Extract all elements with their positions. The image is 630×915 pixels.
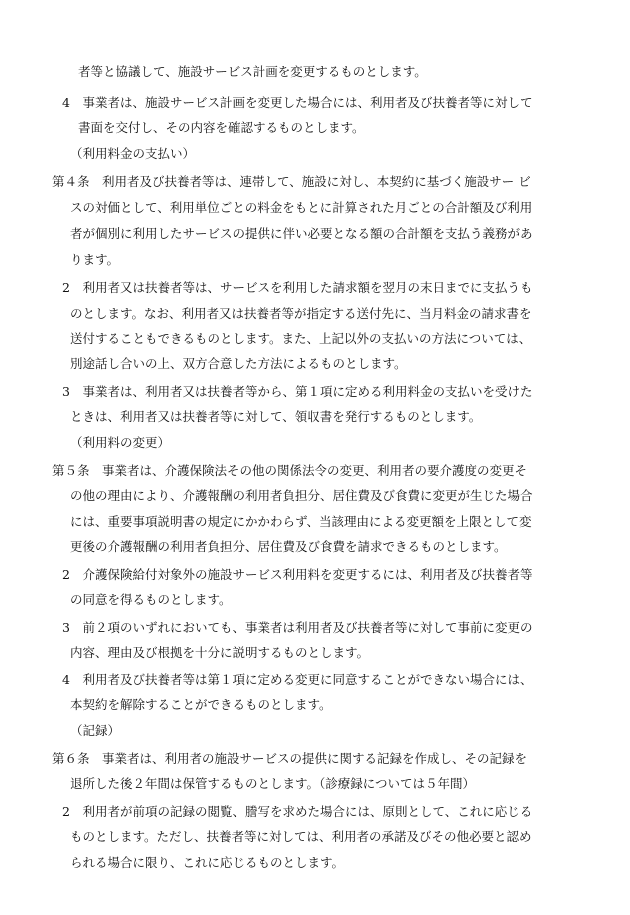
text-line-content: 2 利用者又は扶養者等は、サービスを利用した請求額を翌月の末日までに支払うも <box>62 280 533 295</box>
section-heading-text: （利用料金の支払い） <box>70 146 196 161</box>
text-line-content: られる場合に限り、これに応じるものとします。 <box>70 855 345 870</box>
section-heading-text: （利用料の変更） <box>70 435 171 450</box>
text-line-content: 4 事業者は、施設サービス計画を変更した場合には、利用者及び扶養者等に対して <box>62 95 533 110</box>
text-line-content: には、重要事項説明書の規定にかかわらず、当該理由による変更額を上限として変 <box>70 514 532 529</box>
text-line-content: 2 利用者が前項の記録の閲覧、謄写を求めた場合には、原則として、これに応じる <box>62 804 533 819</box>
text-line-content: 内容、理由及び根拠を十分に説明するものとします。 <box>70 645 370 660</box>
text-line-content: ときは、利用者又は扶養者等に対して、領収書を発行するものとします。 <box>70 409 482 424</box>
text-line-content: ものとします。ただし、扶養者等に対しては、利用者の承諾及びその他必要と認め <box>70 829 532 844</box>
text-line-content: 更後の介護報酬の利用者負担分、居住費及び食費を請求できるものとします。 <box>70 539 507 554</box>
text-line-content: 別途話し合いの上、双方合意した方法によるものとします。 <box>70 356 407 371</box>
text-line-content: の同意を得るものとします。 <box>70 592 232 607</box>
text-line-content: 3 事業者は、利用者又は扶養者等から、第１項に定める利用料金の支払いを受けた <box>62 384 533 399</box>
text-line-content: 者等と協議して、施設サービス計画を変更するものとします。 <box>78 64 427 79</box>
text-line-content: 第５条 事業者は、介護保険法その他の関係法令の変更、利用者の要介護度の変更そ <box>52 463 528 478</box>
text-line-content: 3 前２項のいずれにおいても、事業者は利用者及び扶養者等に対して事前に変更の <box>62 620 533 635</box>
text-line-content: 者が個別に利用したサービスの提供に伴い必要となる額の合計額を支払う義務があ <box>70 226 533 241</box>
text-line-content: の他の理由により、介護報酬の利用者負担分、居住費及び食費に変更が生じた場合 <box>70 488 533 503</box>
text-line-content: 4 利用者及び扶養者等は第１項に定める変更に同意することができない場合には、 <box>62 672 533 687</box>
text-line-content: 送付することもできるものとします。また、上記以外の支払いの方法については、 <box>70 331 532 346</box>
text-line-content: ります。 <box>70 252 120 267</box>
text-line-content: 本契約を解除することができるものとします。 <box>70 697 332 712</box>
text-line-content: のとします。なお、利用者又は扶養者等が指定する送付先に、当月料金の請求書を <box>70 306 532 321</box>
section-heading-text: （記録） <box>70 723 121 738</box>
text-line-content: 第６条 事業者は、利用者の施設サービスの提供に関する記録を作成し、その記録を <box>52 751 528 766</box>
text-line-content: 2 介護保険給付対象外の施設サービス利用料を変更するには、利用者及び扶養者等 <box>62 567 533 582</box>
text-line-content: 第４条 利用者及び扶養者等は、連帯して、施設に対し、本契約に基づく施設サー ビ <box>52 174 531 189</box>
text-line-content: 書面を交付し、その内容を確認するものとします。 <box>78 120 365 135</box>
text-line-content: 退所した後２年間は保管するものとします。（診療録については５年間） <box>70 776 476 791</box>
text-line-content: スの対価として、利用単位ごとの料金をもとに計算された月ごとの合計額及び利用 <box>70 200 533 215</box>
